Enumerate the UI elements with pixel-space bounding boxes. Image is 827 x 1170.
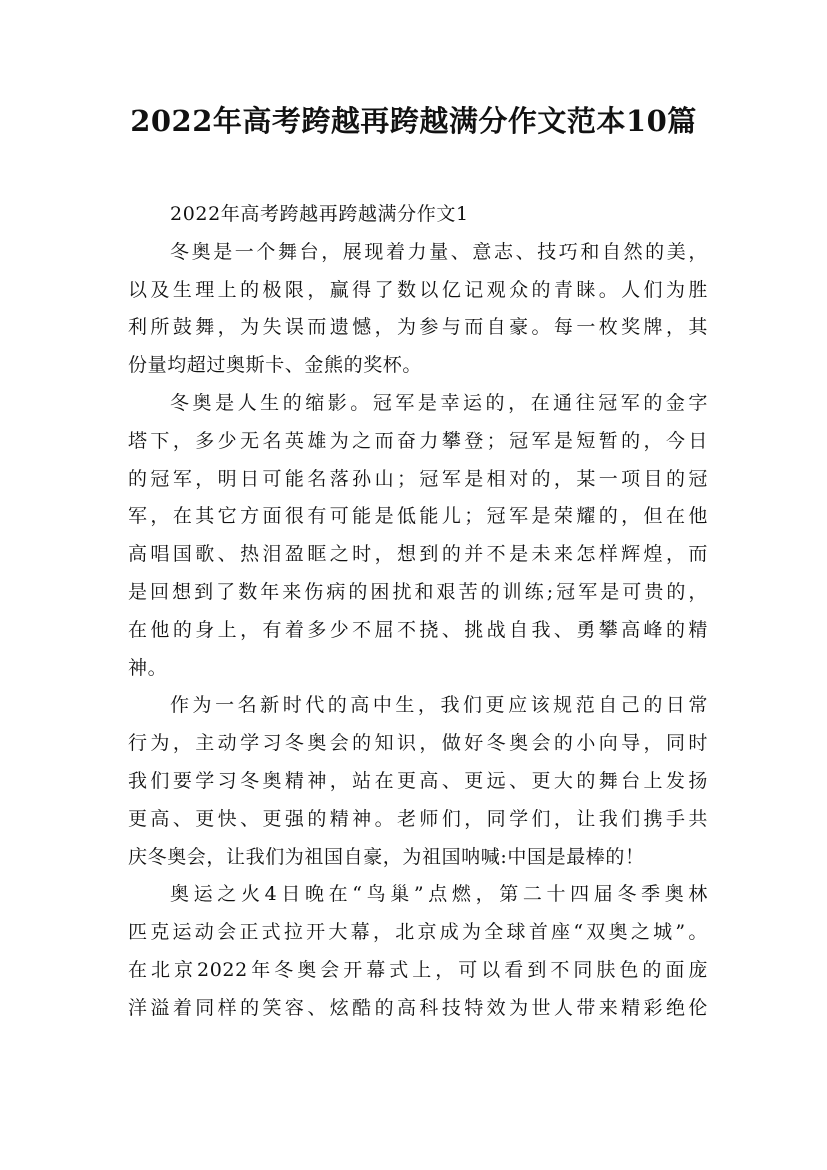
text-line: 庆冬奥会，让我们为祖国自豪，为祖国呐喊:中国是最棒的！ xyxy=(128,845,645,868)
document-body xyxy=(128,196,708,1028)
text-line: 行为，主动学习冬奥会的知识，做好冬奥会的小向导，同时 xyxy=(128,732,708,755)
text-line: 塔下，多少无名英雄为之而奋力攀登；冠军是短暂的，今日 xyxy=(128,429,708,452)
text-line: 神。 xyxy=(128,656,168,679)
text-line: 更高、更快、更强的精神。老师们，同学们，让我们携手共 xyxy=(128,807,708,830)
text-line: 冬奥是人生的缩影。冠军是幸运的，在通往冠军的金字 xyxy=(170,391,708,414)
text-line: 在他的身上，有着多少不屈不挠、挑战自我、勇攀高峰的精 xyxy=(128,618,708,641)
text-line: 以及生理上的极限，赢得了数以亿记观众的青睐。人们为胜 xyxy=(128,278,708,301)
document-title: 2022年高考跨越再跨越满分作文范本10篇 xyxy=(130,104,697,138)
text-line: 洋溢着同样的笑容、炫酷的高科技特效为世人带来精彩绝伦 xyxy=(128,996,708,1019)
text-line: 军，在其它方面很有可能是低能儿；冠军是荣耀的，但在他 xyxy=(128,505,708,528)
text-line: 冬奥是一个舞台，展现着力量、意志、技巧和自然的美， xyxy=(170,240,708,263)
text-line: 是回想到了数年来伤病的困扰和艰苦的训练;冠军是可贵的， xyxy=(128,580,708,603)
text-line: 在北京2022年冬奥会开幕式上，可以看到不同肤色的面庞 xyxy=(128,958,708,981)
text-line: 匹克运动会正式拉开大幕，北京成为全球首座“双奥之城”。 xyxy=(128,921,708,944)
text-line: 2022年高考跨越再跨越满分作文1 xyxy=(170,203,469,225)
text-line: 我们要学习冬奥精神，站在更高、更远、更大的舞台上发扬 xyxy=(128,769,708,792)
text-line: 的冠军，明日可能名落孙山；冠军是相对的，某一项目的冠 xyxy=(128,467,708,490)
text-line: 高唱国歌、热泪盈眶之时，想到的并不是未来怎样辉煌，而 xyxy=(128,543,708,566)
text-line: 作为一名新时代的高中生，我们更应该规范自己的日常 xyxy=(170,694,708,717)
text-line: 奥运之火4日晚在“鸟巢”点燃，第二十四届冬季奥林 xyxy=(170,883,708,906)
text-line: 利所鼓舞，为失误而遗憾，为参与而自豪。每一枚奖牌，其 xyxy=(128,316,708,339)
text-line: 份量均超过奥斯卡、金熊的奖杯。 xyxy=(128,354,423,377)
